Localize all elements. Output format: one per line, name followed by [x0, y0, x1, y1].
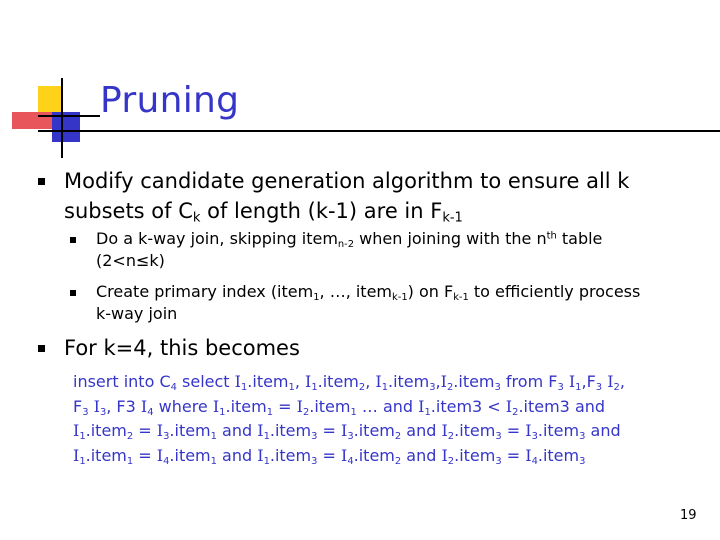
subscript: 1 — [210, 430, 217, 442]
query-text: .item — [247, 372, 289, 391]
query-text: = — [501, 421, 526, 440]
itemset-symbol: I — [212, 396, 220, 416]
query-text: .item — [85, 445, 127, 465]
subscript: 3 — [347, 430, 354, 442]
subscript: 2 — [512, 406, 519, 418]
bullet-text: of length (k-1) are in F — [200, 199, 443, 223]
subscript: 3 — [495, 430, 502, 442]
bullet-marker — [38, 178, 45, 185]
query-text: and — [216, 421, 258, 440]
itemset-symbol: I — [525, 445, 532, 465]
query-text: .item — [454, 445, 496, 465]
subscript: 1 — [79, 455, 86, 467]
subscript: 3 — [557, 381, 564, 393]
subscript: 1 — [219, 406, 226, 418]
query-text: .item — [388, 372, 430, 391]
subscript: 2 — [358, 381, 366, 393]
query-text: and — [401, 421, 442, 440]
subscript: 4 — [163, 455, 170, 467]
itemset-symbol: I — [93, 396, 100, 416]
subscript: 2 — [302, 406, 310, 418]
subscript: 3 — [99, 406, 107, 418]
title-divider — [38, 130, 720, 132]
sub-bullet-text: when joining with the n — [354, 229, 547, 248]
superscript: th — [546, 230, 557, 242]
subscript: 3 — [429, 381, 436, 393]
slide-title: Pruning — [100, 80, 240, 121]
query-text: .item — [353, 445, 395, 465]
sub-bullet-text: (2<n≤k) — [96, 251, 165, 270]
itemset-symbol: I — [440, 372, 447, 391]
query-text: and — [216, 445, 258, 465]
subscript: k-1 — [453, 291, 469, 303]
query-text: where — [153, 396, 213, 416]
query-text: … and — [356, 396, 419, 416]
query-text: , — [294, 372, 305, 391]
itemset-symbol: I — [341, 445, 348, 465]
subscript: 1 — [263, 455, 270, 467]
itemset-symbol: I — [140, 396, 148, 416]
query-text: , — [619, 372, 625, 391]
query-text: .item — [537, 445, 580, 465]
itemset-symbol: I — [341, 421, 348, 440]
query-line — [73, 370, 713, 395]
query-text: .item — [85, 421, 127, 440]
query-line — [73, 395, 713, 420]
sub-bullet-primary-index — [96, 281, 706, 325]
subscript: 4 — [347, 455, 354, 467]
bullet-text: For k=4, this becomes — [64, 336, 300, 360]
query-text: , — [365, 372, 376, 391]
sub-bullet-kway-join — [96, 228, 706, 272]
itemset-symbol: I — [568, 372, 576, 391]
subscript: 1 — [240, 381, 248, 393]
query-text: from F — [500, 372, 558, 391]
query-text: and — [585, 421, 621, 440]
sub-bullet-text: , …, item — [319, 282, 393, 301]
subscript: 3 — [531, 430, 538, 442]
subscript: 1 — [288, 381, 295, 393]
itemset-symbol: I — [305, 372, 312, 391]
sub-bullet-text: ) on F — [407, 282, 454, 301]
subscript: 1 — [424, 406, 431, 418]
itemset-symbol: I — [441, 445, 448, 465]
subscript: 1 — [313, 291, 320, 303]
query-text: = — [501, 445, 526, 465]
subscript: 3 — [579, 430, 586, 442]
query-line — [73, 419, 713, 444]
query-text: .item3 < — [430, 396, 506, 416]
itemset-symbol: I — [73, 445, 80, 465]
sub-bullet-marker — [70, 237, 76, 243]
query-text: .item — [269, 421, 312, 440]
itemset-symbol: I — [257, 445, 264, 465]
itemset-symbol: I — [375, 372, 382, 391]
subscript: 1 — [311, 381, 318, 393]
bullet-marker — [38, 345, 45, 352]
query-text: = — [317, 445, 341, 465]
subscript: 2 — [447, 430, 455, 442]
subscript: n-2 — [337, 238, 355, 250]
sub-bullet-text: to efficiently process — [468, 282, 641, 301]
subscript: 3 — [163, 430, 170, 442]
subscript: 3 — [494, 381, 501, 393]
query-text: .item — [269, 445, 312, 465]
subscript: 1 — [350, 406, 357, 418]
subscript: 2 — [447, 455, 455, 467]
subscript: 3 — [311, 430, 318, 442]
query-text: .item — [169, 421, 211, 440]
subscript: 1 — [381, 381, 388, 393]
itemset-symbol: I — [441, 421, 448, 440]
subscript: 4 — [147, 406, 154, 418]
subscript: k-1 — [392, 291, 408, 303]
bullet-text: subsets of C — [64, 199, 193, 223]
query-text: .item — [225, 396, 267, 416]
subscript: 3 — [595, 381, 603, 393]
itemset-symbol: I — [257, 421, 264, 440]
subscript: 1 — [263, 430, 270, 442]
bullet-candidate-generation — [64, 166, 704, 226]
itemset-symbol: I — [505, 396, 513, 416]
subscript: 3 — [82, 406, 89, 418]
query-text: = — [317, 421, 341, 440]
subscript: k-1 — [442, 210, 463, 226]
bullet-text: Modify candidate generation algorithm to ensure all k — [64, 169, 630, 193]
sub-bullet-text: Create primary index (item — [96, 282, 314, 301]
itemset-symbol: I — [73, 421, 80, 440]
query-text: .item — [169, 445, 211, 465]
subscript: 4 — [170, 381, 177, 393]
sub-bullet-text: Do a k-way join, skipping item — [96, 229, 338, 248]
itemset-symbol: I — [418, 396, 425, 416]
page-number: 19 — [680, 508, 697, 523]
subscript: 2 — [126, 430, 134, 442]
sql-query-block — [73, 370, 713, 468]
query-text: .item — [537, 421, 580, 440]
query-text: .item3 and — [518, 396, 606, 416]
subscript: 1 — [210, 455, 217, 467]
query-text: .item — [453, 372, 495, 391]
subscript: 4 — [531, 455, 538, 467]
subscript: 1 — [575, 381, 582, 393]
subscript: 2 — [394, 455, 402, 467]
query-text: = — [273, 396, 297, 416]
query-text: select — [176, 372, 235, 391]
subscript: 1 — [266, 406, 274, 418]
itemset-symbol: I — [156, 421, 164, 440]
sub-bullet-text: table — [556, 229, 603, 248]
query-text: insert into C — [73, 372, 171, 391]
query-text: ,F — [581, 372, 596, 391]
subscript: 3 — [311, 455, 318, 467]
subscript: 2 — [446, 381, 454, 393]
subscript: 3 — [495, 455, 502, 467]
subscript: 3 — [579, 455, 586, 467]
itemset-symbol: I — [156, 445, 164, 465]
query-text: , F3 — [106, 396, 141, 416]
subscript: k — [192, 210, 201, 226]
sub-bullet-marker — [70, 290, 76, 296]
subscript: 2 — [613, 381, 620, 393]
itemset-symbol: I — [296, 396, 303, 416]
subscript: 1 — [79, 430, 86, 442]
itemset-symbol: I — [234, 372, 241, 391]
itemset-symbol: I — [525, 421, 532, 440]
query-text: = — [133, 421, 157, 440]
sub-bullet-text: k-way join — [96, 304, 178, 323]
decorative-logo — [0, 0, 110, 170]
query-text: F — [73, 396, 83, 416]
query-line — [73, 444, 713, 469]
query-text: .item — [454, 421, 496, 440]
query-text: .item — [353, 421, 395, 440]
query-text: and — [401, 445, 442, 465]
query-text: = — [133, 445, 157, 465]
query-text: .item — [317, 372, 359, 391]
query-text: , — [435, 372, 441, 391]
subscript: 2 — [394, 430, 402, 442]
subscript: 1 — [126, 455, 134, 467]
bullet-k4-example — [64, 333, 704, 363]
itemset-symbol: I — [607, 372, 614, 391]
query-text: .item — [309, 396, 351, 416]
